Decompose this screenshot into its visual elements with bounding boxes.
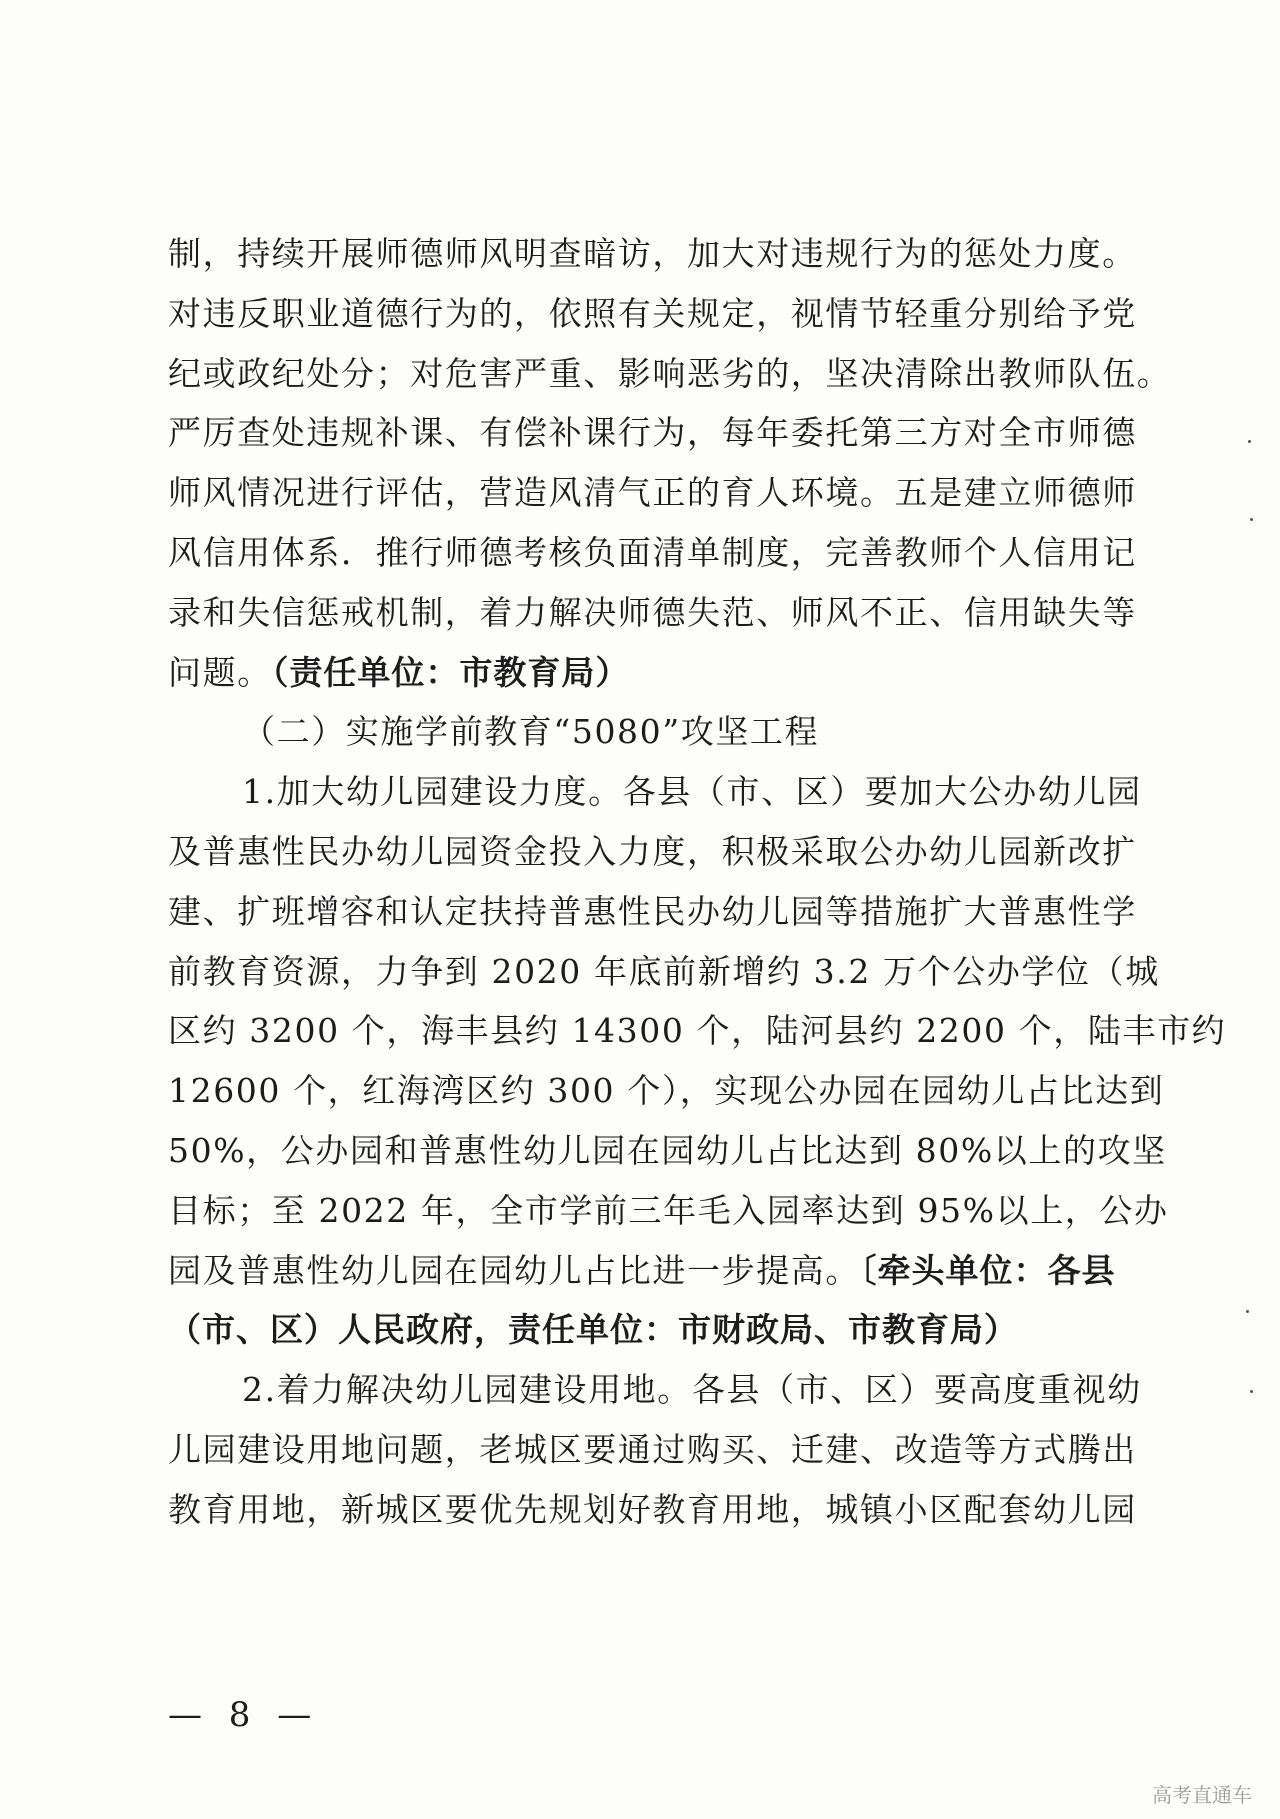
page-number: — 8 — — [168, 1695, 320, 1735]
text-line — [168, 643, 1118, 703]
responsible-unit: （市、区）人民政府，责任单位：市财政局、市教育局） — [168, 1310, 1018, 1350]
scan-speck — [1250, 1390, 1253, 1393]
text-line: 纪或政纪处分；对危害严重、影响恶劣的，坚决清除出教师队伍。 — [168, 353, 1172, 393]
text-line: 制，持续开展师德师风明查暗访，加大对违规行为的惩处力度。 — [168, 234, 1137, 273]
section-heading: （二）实施学前教育“5080”攻坚工程 — [242, 712, 820, 752]
text-line: 对违反职业道德行为的，依照有关规定，视情节轻重分别给予党 — [168, 293, 1137, 333]
text-span: 问题。 — [168, 652, 272, 692]
text-line: 严厉查处违规补课、有偿补课行为，每年委托第三方对全市师德 — [168, 413, 1137, 453]
text-line: 儿园建设用地问题，老城区要通过购买、迁建、改造等方式腾出 — [168, 1429, 1137, 1469]
scan-speck — [1250, 518, 1253, 521]
text-line: 风信用体系．推行师德考核负面清单制度，完善教师个人信用记 — [168, 532, 1137, 572]
text-line: 区约 3200 个，海丰县约 14300 个，陆河县约 2200 个，陆丰市约 — [168, 1011, 1227, 1051]
text-line: 师风情况进行评估，营造风清气正的育人环境。五是建立师德师 — [168, 473, 1137, 513]
text-line: 50%，公办园和普惠性幼儿园在园幼儿占比达到 80%以上的攻坚 — [168, 1130, 1167, 1170]
scan-speck — [1246, 1310, 1249, 1313]
text-line: 建、扩班增容和认定扶持普惠性民办幼儿园等措施扩大普惠性学 — [168, 891, 1137, 931]
watermark: 高考直通车 — [1152, 1783, 1252, 1807]
document-body — [168, 224, 1227, 1540]
scan-speck — [1248, 440, 1251, 443]
item-2-line: 2.着力解决幼儿园建设用地。各县（市、区）要高度重视幼 — [242, 1370, 1142, 1410]
text-line: 及普惠性民办幼儿园资金投入力度，积极采取公办幼儿园新改扩 — [168, 831, 1137, 871]
text-span: 园及普惠性幼儿园在园幼儿占比进一步提高。 — [168, 1250, 860, 1290]
text-line — [168, 1241, 1118, 1301]
text-line: 目标；至 2022 年，全市学前三年毛入园率达到 95%以上，公办 — [168, 1190, 1169, 1230]
item-1-line: 1.加大幼儿园建设力度。各县（市、区）要加大公办幼儿园 — [242, 772, 1142, 812]
text-line: 12600 个，红海湾区约 300 个），实现公办园在园幼儿占比达到 — [168, 1071, 1165, 1111]
lead-unit: 〔牵头单位：各县 — [860, 1250, 1116, 1290]
text-line: 教育用地，新城区要优先规划好教育用地，城镇小区配套幼儿园 — [168, 1489, 1137, 1529]
text-line: 前教育资源，力争到 2020 年底前新增约 3.2 万个公办学位（城 — [168, 951, 1160, 991]
text-line: 录和失信惩戒机制，着力解决师德失范、师风不正、信用缺失等 — [168, 592, 1137, 632]
responsible-unit: （责任单位：市教育局） — [271, 652, 630, 692]
